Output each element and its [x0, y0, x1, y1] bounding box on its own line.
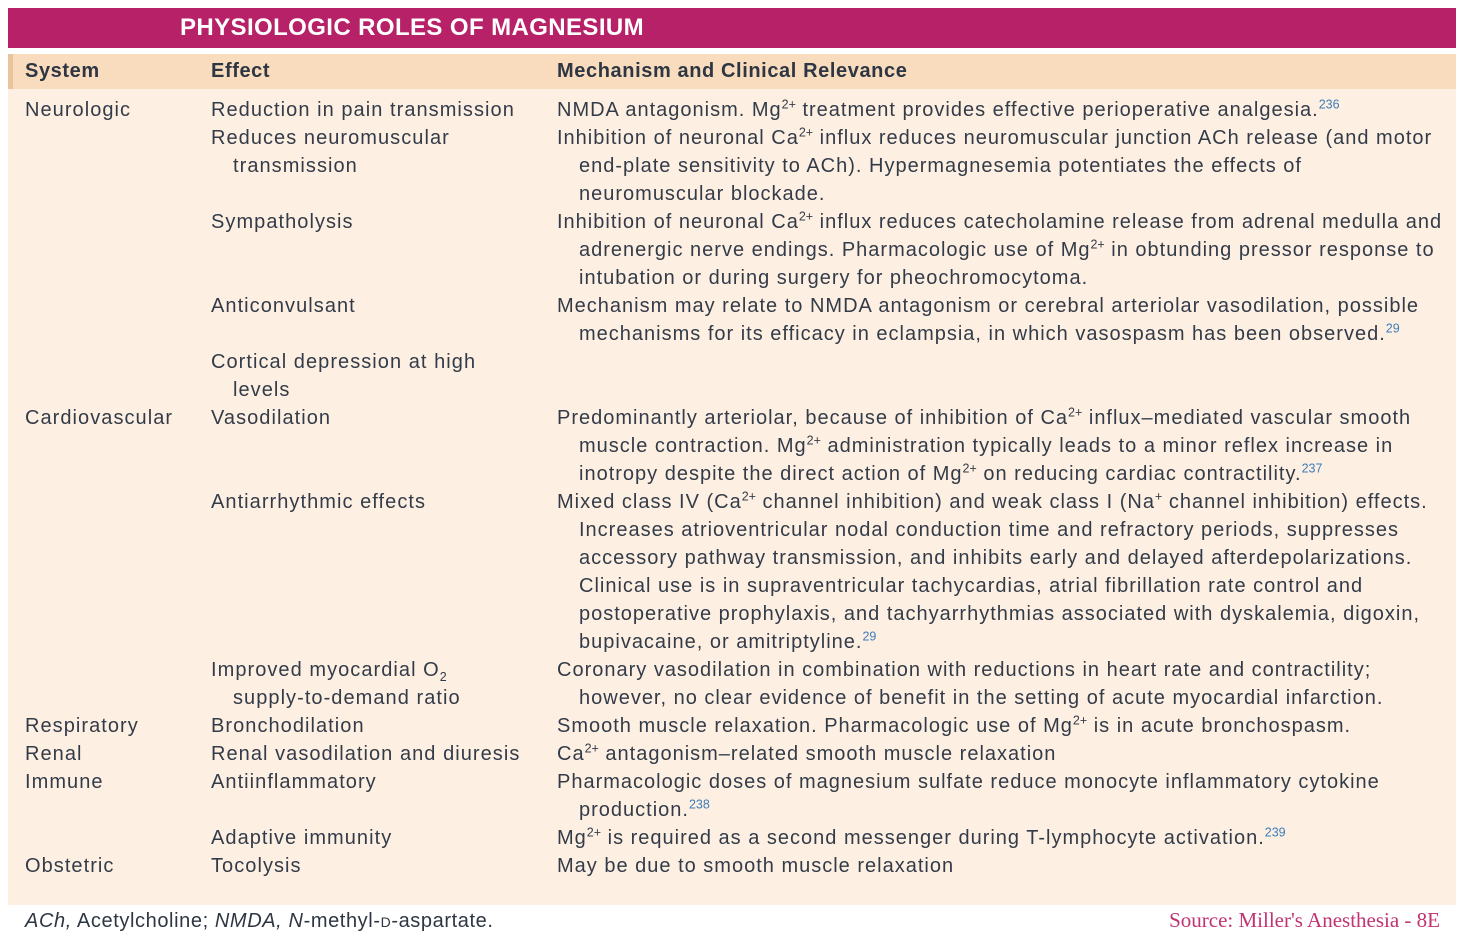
table-row [25, 292, 1456, 348]
table-row [25, 768, 1456, 824]
effect-cell: Antiarrhythmic effects [211, 491, 427, 513]
mechanism-cell: Mixed class IV ($Ca^{2+}$ channel inhibition) and weak class I (Na+ channel inhibition) effects. Increases atrioventricular nodal conduction time and refractory periods, suppresses accessory pathway transmission, and inhibits early and delayed afterdepolarizations. Clinical use is in supraventricular tachycardias, atrial fibrillation rate control and postoperative prophylaxis, and tachyarrhythmias associated with dyskalemia, digoxin, bupivacaine, or amitriptyline.$^{29}$ [557, 489, 1428, 653]
footer [25, 908, 1440, 940]
effect-cell: Renal vasodilation and diuresis [211, 743, 521, 765]
effect-cell: Anticonvulsant [211, 295, 356, 317]
table-row [25, 712, 1456, 740]
effect-cell: Tocolysis [211, 855, 302, 877]
effect-cell: Antiinflammatory [211, 771, 377, 793]
effect-cell: Adaptive immunity [211, 827, 393, 849]
table-row [25, 348, 1456, 404]
table-row [25, 656, 1456, 712]
system-cell: Respiratory [25, 715, 139, 737]
column-header-effect: Effect [211, 60, 271, 82]
table-row [25, 124, 1456, 208]
effect-cell: Bronchodilation [211, 715, 365, 737]
mechanism-cell: Coronary vasodilation in combination with reductions in heart rate and contractility; however, no clear evidence of benefit in the setting of acute myocardial infarction. [557, 659, 1384, 709]
table-rows [25, 96, 1456, 880]
mechanism-cell: Smooth muscle relaxation. Pharmacologic use of $Mg^{2+}$ is in acute bronchospasm. [557, 713, 1352, 737]
header-left-notch [8, 54, 13, 89]
table-row [25, 208, 1456, 292]
table-row [25, 488, 1456, 656]
column-header-mechanism: Mechanism and Clinical Relevance [557, 60, 908, 82]
table-title: PHYSIOLOGIC ROLES OF MAGNESIUM [180, 14, 645, 41]
mechanism-cell: Inhibition of neuronal $Ca^{2+}$ influx reduces neuromuscular junction ACh release (and motor end-plate sensitivity to ACh). Hypermagnesemia potentiates the effects of neuromuscular blockade. [557, 125, 1433, 205]
column-header-system: System [25, 60, 100, 82]
table-row [25, 404, 1456, 488]
table-row [25, 852, 1456, 880]
table-row [25, 824, 1456, 852]
mechanism-cell: NMDA antagonism. $Mg^{2+}$ treatment provides effective perioperative analgesia.$^{236}$ [557, 97, 1340, 121]
effect-cell: Sympatholysis [211, 211, 354, 233]
system-cell: Cardiovascular [25, 407, 174, 429]
column-header-row [8, 54, 1456, 89]
system-cell: Obstetric [25, 855, 115, 877]
mechanism-cell: May be due to smooth muscle relaxation [557, 855, 955, 877]
effect-cell: Cortical depression at high levels [211, 351, 477, 401]
effect-cell: Reduction in pain transmission [211, 99, 515, 121]
footnote: ACh, Acetylcholine; NMDA, N-methyl-d-aspartate. [25, 910, 494, 932]
mechanism-cell: $Ca^{2+}$ antagonism–related smooth muscle relaxation [557, 741, 1057, 765]
table-row [25, 740, 1456, 768]
source-credit: Source: Miller's Anesthesia - 8E [1169, 908, 1440, 932]
table-body [8, 89, 1456, 905]
mechanism-cell: Predominantly arteriolar, because of inhibition of $Ca^{2+}$ influx–mediated vascular smooth muscle contraction. $Mg^{2+}$ administration typically leads to a minor reflex increase in inotropy despite the direct action of $Mg^{2+}$ on reducing cardiac contractility.$^{237}$ [557, 405, 1412, 485]
table-row [25, 96, 1456, 124]
mechanism-cell: Inhibition of neuronal $Ca^{2+}$ influx reduces catecholamine release from adrenal medulla and adrenergic nerve endings. Pharmacologic use of $Mg^{2+}$ in obtunding pressor response to intubation or during surgery for pheochromocytoma. [557, 209, 1443, 289]
effect-cell: Reduces neuromuscular transmission [211, 127, 450, 177]
system-cell: Immune [25, 771, 104, 793]
system-cell: Renal [25, 743, 83, 765]
effect-cell: Improved myocardial $O_2$ supply-to-demand ratio [211, 659, 461, 709]
mechanism-cell: $Mg^{2+}$ is required as a second messenger during T-lymphocyte activation.$^{239}$ [557, 825, 1286, 849]
system-cell: Neurologic [25, 99, 132, 121]
effect-cell: Vasodilation [211, 407, 332, 429]
mechanism-cell: Mechanism may relate to NMDA antagonism or cerebral arteriolar vasodilation, possible mechanisms for its efficacy in eclampsia, in which vasospasm has been observed.$^{29}$ [557, 295, 1420, 345]
mechanism-cell: Pharmacologic doses of magnesium sulfate reduce monocyte inflammatory cytokine production.$^{238}$ [557, 771, 1380, 821]
table-title-bar [8, 8, 1456, 48]
